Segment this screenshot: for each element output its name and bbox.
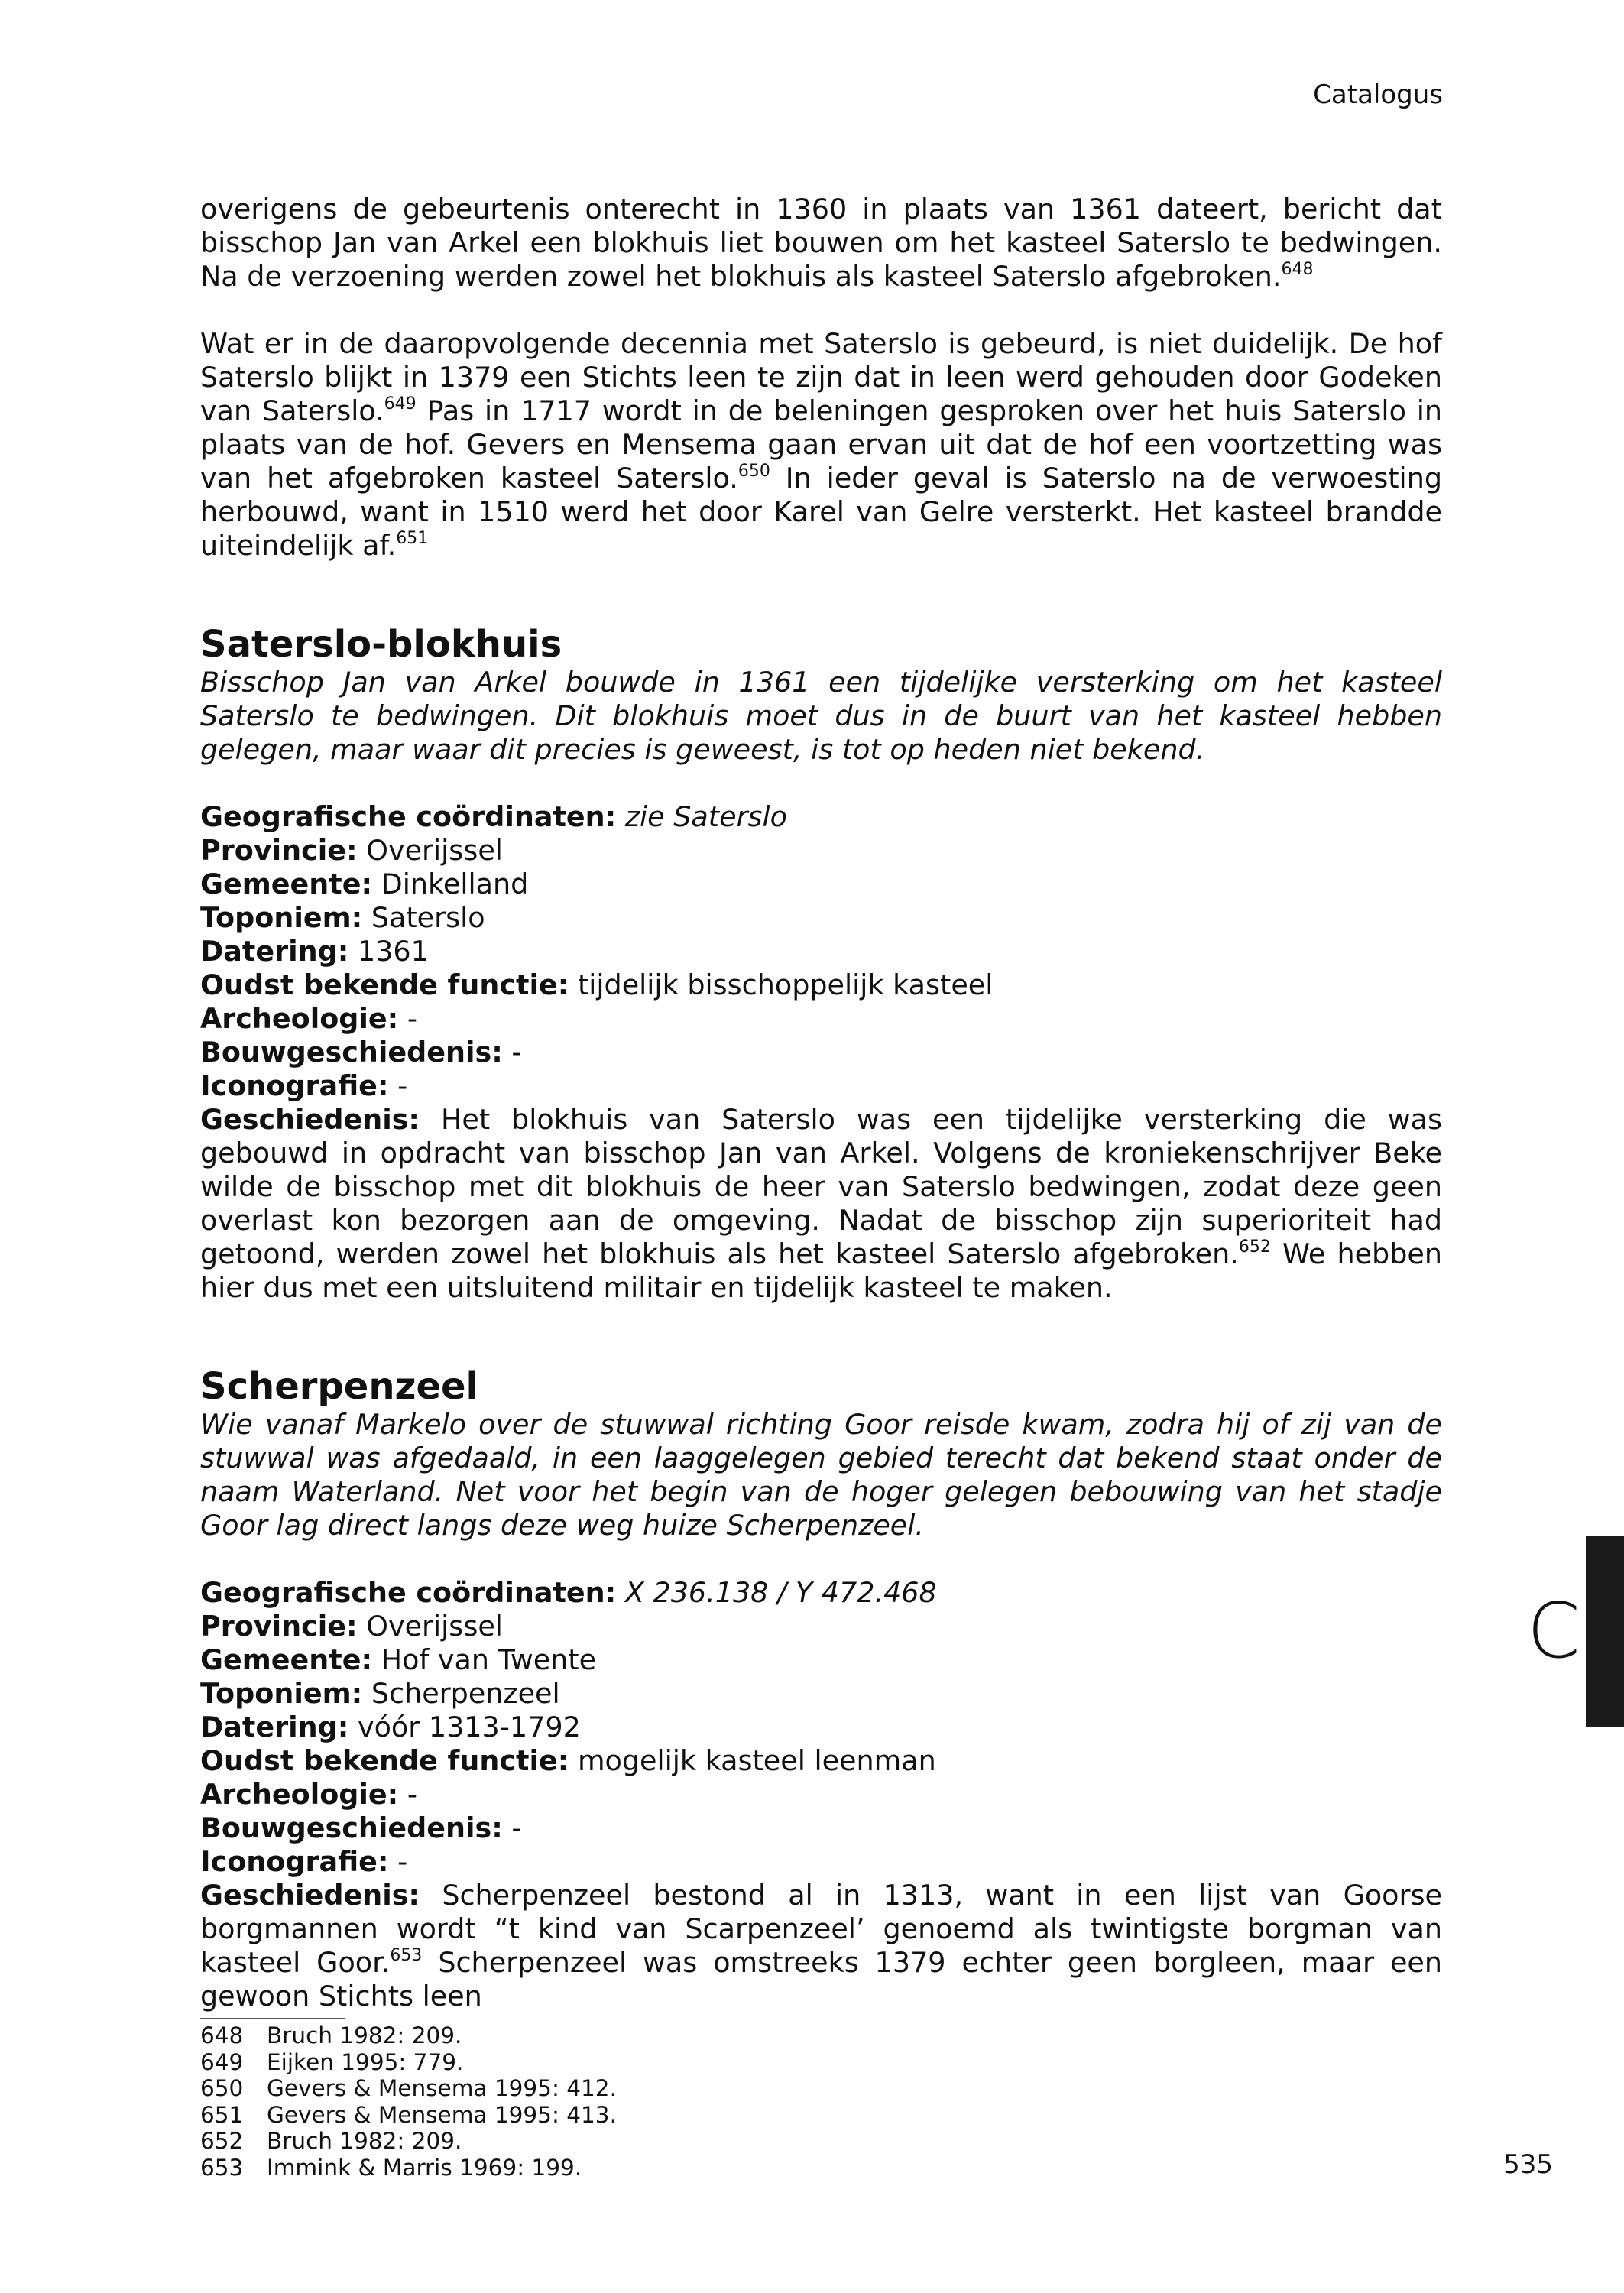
entry-title: Scherpenzeel: [200, 1365, 479, 1408]
footnote-text: Gevers & Mensema 1995: 412.: [267, 2075, 617, 2101]
footnote-text: Immink & Marris 1969: 199.: [267, 2154, 582, 2181]
field-province: [200, 1610, 1442, 1643]
field-value: tijdelijk bisschoppelijk kasteel: [577, 968, 994, 1001]
field-archaeology: [200, 1002, 1442, 1036]
paragraph-text: Wat er in de daaropvolgende decennia met Saterslo is gebeurd, is niet duidelijk. De hof Saterslo blijkt in 1379 een Stichts leen te zijn dat in leen werd gehouden door Godeken van Saterslo.: [200, 327, 1442, 427]
field-municipality: [200, 1643, 1442, 1677]
field-label: Geografische coördinaten:: [200, 1576, 617, 1609]
field-value: Het blokhuis van Saterslo was een tijdelijke versterking die was gebouwd in opdracht van bisschop Jan van Arkel. Volgens de kroniekenschrijver Beke wilde de bisschop met dit blokhuis de heer van Saterslo bedwingen, zodat deze geen overlast kon bezorgen aan de omgeving. Nadat de bisschop zijn superioriteit had getoond, werden zowel het blokhuis als het kasteel Saterslo afgebroken.: [200, 1103, 1442, 1270]
section-thumb-tab: [1586, 1536, 1624, 1727]
field-value: We hebben hier dus met een uitsluitend militair en tijdelijk kasteel te maken.: [200, 1237, 1442, 1304]
footnote-number: 649: [200, 2048, 244, 2075]
field-dating: [200, 935, 1442, 968]
field-function: [200, 968, 1442, 1002]
field-value: Hof van Twente: [381, 1643, 597, 1676]
field-label: Iconografie:: [200, 1069, 389, 1102]
field-label: Toponiem:: [200, 901, 363, 934]
footnote-ref: 650: [737, 462, 770, 481]
page-content: [200, 193, 1442, 2181]
footnote-ref: 649: [384, 394, 417, 414]
paragraph-text: Pas in 1717 wordt in de beleningen gesproken over het huis Saterslo in plaats van de hof. Gevers en Mensema gaan ervan uit dat de hof een voortzetting was van het afgebroken kasteel Saterslo.: [200, 394, 1442, 495]
field-municipality: [200, 868, 1442, 901]
field-label: Provincie:: [200, 1610, 358, 1643]
footnote-text: Gevers & Mensema 1995: 413.: [267, 2101, 617, 2128]
paragraph-text: overigens de gebeurtenis onterecht in 1360 in plaats van 1361 dateert, bericht dat bisschop Jan van Arkel een blokhuis liet bouwen om het kasteel Saterslo te bedwingen. Na de verzoening werden zowel het blokhuis als kasteel Saterslo afgebroken.: [200, 193, 1442, 293]
footnote-number: 651: [200, 2101, 244, 2128]
field-building-history: [200, 1811, 1442, 1845]
footnote-number: 653: [200, 2154, 244, 2181]
field-toponym: [200, 1677, 1442, 1711]
field-dating: [200, 1711, 1442, 1744]
footnote-divider: [200, 2018, 345, 2019]
footnote-text: Bruch 1982: 209.: [267, 2022, 462, 2048]
field-function: [200, 1744, 1442, 1778]
field-value: Scherpenzeel was omstreeks 1379 echter geen borgleen, maar een gewoon Stichts leen: [200, 1946, 1442, 2012]
field-label: Datering:: [200, 1711, 349, 1743]
entry-intro: Bisschop Jan van Arkel bouwde in 1361 een tijdelijke versterking om het kasteel Saterslo te bedwingen. Dit blokhuis moet dus in de buurt van het kasteel hebben gelegen, maar waar dit precies is geweest, is tot op heden niet bekend.: [200, 666, 1442, 766]
field-label: Gemeente:: [200, 1643, 373, 1676]
page-number: 535: [1503, 2149, 1553, 2180]
footnote-item: [200, 2102, 1442, 2129]
field-toponym: [200, 901, 1442, 935]
field-value: -: [511, 1811, 522, 1844]
entry-intro: Wie vanaf Markelo over de stuwwal richting Goor reisde kwam, zodra hij of zij van de stuwwal was afgedaald, in een laaggelegen gebied terecht dat bekend staat onder de naam Waterland. Net voor het begin van de hoger gelegen bebouwing van het stadje Goor lag direct langs deze weg huize Scherpenzeel.: [200, 1408, 1442, 1542]
footnote-ref: 651: [396, 529, 429, 548]
field-value: Dinkelland: [381, 868, 529, 900]
field-label: Geschiedenis:: [200, 1103, 420, 1136]
footnote-item: [200, 2075, 1442, 2102]
field-value: -: [407, 1002, 418, 1035]
running-head: Catalogus: [1313, 79, 1443, 110]
field-history: [200, 1879, 1442, 2013]
field-label: Bouwgeschiedenis:: [200, 1036, 503, 1069]
field-iconography: [200, 1845, 1442, 1879]
field-building-history: [200, 1036, 1442, 1069]
paragraph-text: In ieder geval is Saterslo na de verwoesting herbouwd, want in 1510 werd het door Karel van Gelre versterkt. Het kasteel brandde uiteindelijk af.: [200, 462, 1442, 562]
field-value: Scherpenzeel bestond al in 1313, want in een lijst van Goorse borgmannen wordt “t kind van Scarpenzeel’ genoemd als twintigste borgman van kasteel Goor.: [200, 1879, 1442, 1979]
field-value: zie Saterslo: [624, 800, 788, 833]
field-label: Geschiedenis:: [200, 1879, 420, 1912]
field-label: Iconografie:: [200, 1845, 389, 1878]
footnote-ref: 653: [390, 1946, 423, 1965]
entry-title: Saterslo-blokhuis: [200, 623, 562, 666]
footnote-number: 652: [200, 2128, 244, 2154]
section-letter: C: [1527, 1586, 1580, 1675]
field-value: -: [397, 1069, 408, 1102]
field-value: Overijssel: [366, 1610, 503, 1643]
footnote-item: [200, 2022, 1442, 2049]
field-value: -: [407, 1778, 418, 1811]
field-label: Archeologie:: [200, 1002, 399, 1035]
footnote-text: Eijken 1995: 779.: [267, 2048, 464, 2075]
field-coordinates: [200, 1576, 1442, 1610]
field-value: mogelijk kasteel leenman: [577, 1744, 936, 1777]
footnote-item: [200, 2049, 1442, 2076]
field-archaeology: [200, 1778, 1442, 1811]
field-label: Datering:: [200, 935, 349, 968]
field-label: Geografische coördinaten:: [200, 800, 617, 833]
field-label: Archeologie:: [200, 1778, 399, 1811]
field-coordinates: [200, 800, 1442, 834]
footnote-item: [200, 2128, 1442, 2155]
field-value: Overijssel: [366, 834, 503, 867]
footnote-item: [200, 2155, 1442, 2181]
footnote-ref: 648: [1281, 260, 1314, 279]
field-label: Oudst bekende functie:: [200, 1744, 569, 1777]
field-value: X 236.138 / Y 472.468: [624, 1576, 937, 1609]
footnotes: [200, 2022, 1442, 2181]
field-label: Provincie:: [200, 834, 358, 867]
footnote-number: 648: [200, 2022, 244, 2048]
field-iconography: [200, 1069, 1442, 1103]
field-history: [200, 1103, 1442, 1305]
field-label: Bouwgeschiedenis:: [200, 1811, 503, 1844]
field-label: Oudst bekende functie:: [200, 968, 569, 1001]
field-label: Toponiem:: [200, 1677, 363, 1710]
field-value: Scherpenzeel: [371, 1677, 560, 1710]
field-value: vóór 1313-1792: [357, 1711, 581, 1743]
field-label: Gemeente:: [200, 868, 373, 900]
saterslo-paragraph: [200, 327, 1442, 563]
field-province: [200, 834, 1442, 868]
field-value: -: [511, 1036, 522, 1069]
field-value: -: [397, 1845, 408, 1878]
footnote-text: Bruch 1982: 209.: [267, 2128, 462, 2154]
field-value: 1361: [357, 935, 429, 968]
footnote-ref: 652: [1238, 1237, 1271, 1257]
field-value: Saterslo: [371, 901, 485, 934]
continuation-paragraph: [200, 193, 1442, 294]
footnote-number: 650: [200, 2075, 244, 2101]
